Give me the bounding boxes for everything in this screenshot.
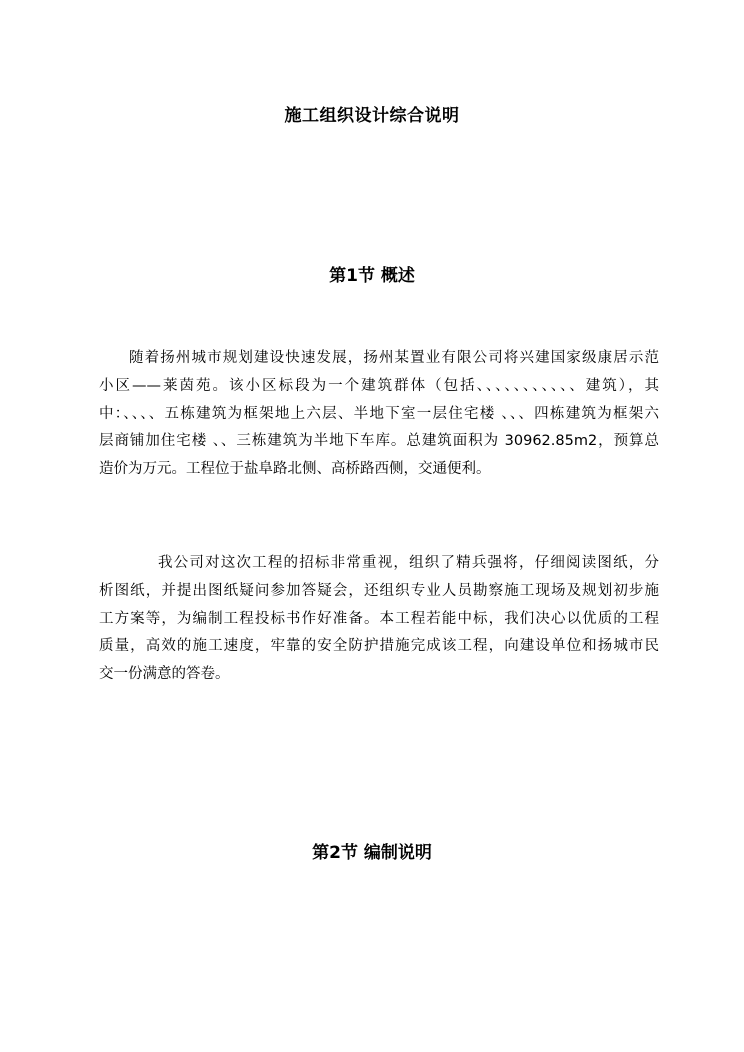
paragraph-line: 质量，高效的施工速度，牢靠的安全防护措施完成该工程，向建设单位和扬城市民 <box>99 638 659 655</box>
paragraph-line: 工方案等，为编制工程投标书作好准备。本工程若能中标，我们决心以优质的工程 <box>99 610 659 627</box>
overview-paragraph-2 <box>99 550 659 689</box>
paragraph-line: 中：、、、、五栋建筑为框架地上六层、半地下室一层住宅楼 、、、四栋建筑为框架六 <box>99 405 659 422</box>
paragraph-line: 我公司对这次工程的招标非常重视，组织了精兵强将，仔细阅读图纸，分 <box>158 555 659 571</box>
paragraph-line: 析图纸，并提出图纸疑问参加答疑会，还组织专业人员勘察施工现场及规划初步施 <box>99 582 659 599</box>
paragraph-line: 造价为万元。工程位于盐阜路北侧、高桥路西侧，交通便利。 <box>99 461 491 478</box>
paragraph-line: 交一份满意的答卷。 <box>99 666 230 683</box>
paragraph-line: 随着扬州城市规划建设快速发展，扬州某置业有限公司将兴建国家级康居示范 <box>129 350 659 366</box>
overview-paragraph-1 <box>99 345 659 484</box>
paragraph-line: 小区——莱茵苑。该小区标段为一个建筑群体（包括、、、、、、、、、、、建筑），其 <box>99 377 659 394</box>
document-title: 施工组织设计综合说明 <box>284 106 460 126</box>
section-heading-overview: 第1节 概述 <box>329 266 415 286</box>
section-heading-compilation-notes: 第2节 编制说明 <box>312 843 432 863</box>
paragraph-line: 层商铺加住宅楼 、、三栋建筑为半地下车库。总建筑面积为 30962.85m2，预算总 <box>99 433 659 450</box>
